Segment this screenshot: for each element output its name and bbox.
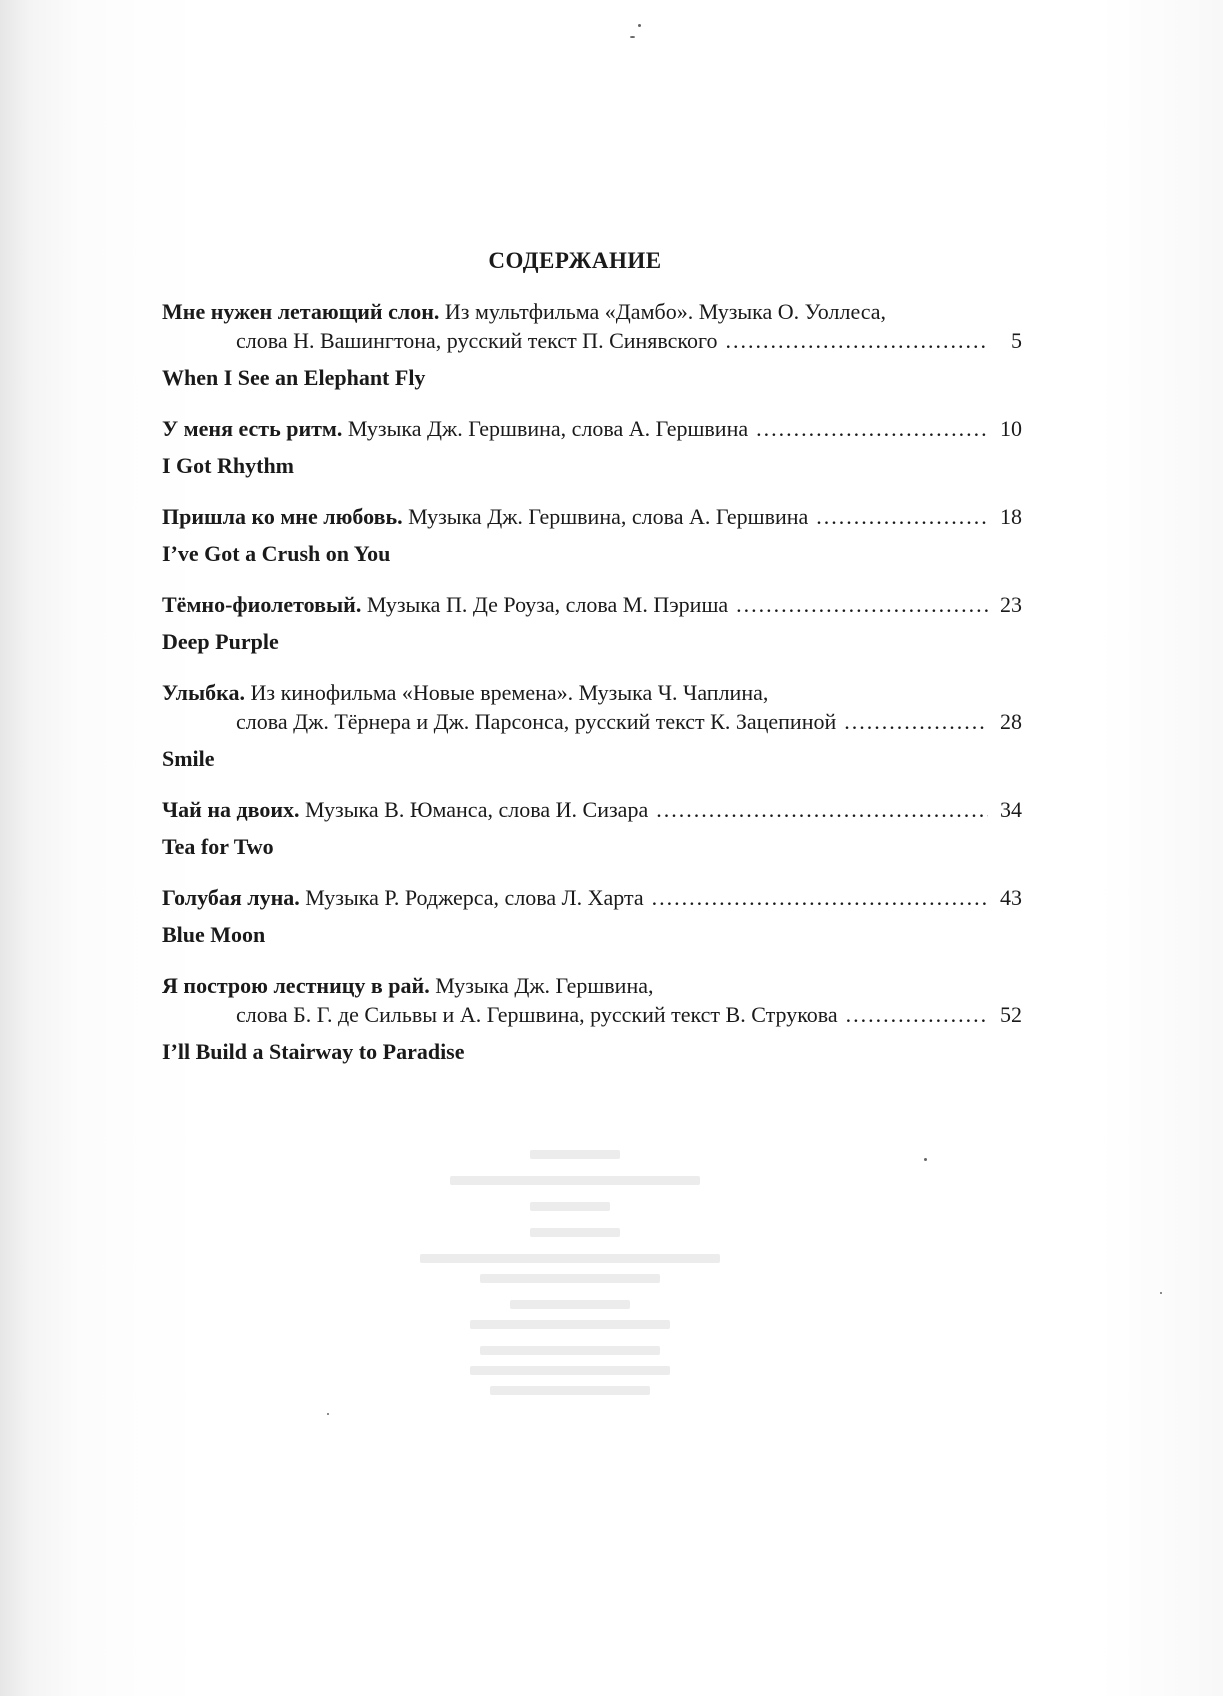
toc-heading: СОДЕРЖАНИЕ — [488, 248, 662, 273]
toc-entry-en-title: Blue Moon — [162, 922, 266, 947]
toc-entry-credits: Музыка Дж. Гершвина, слова А. Гершвина — [347, 416, 749, 441]
toc-entry-line — [162, 326, 1022, 355]
toc-entry-page-number: 23 — [1000, 592, 1022, 617]
show-through-texture — [280, 1150, 880, 1430]
toc-entry-credits: Музыка Р. Роджерса, слова Л. Харта — [305, 885, 644, 910]
toc-entry-page-number: 52 — [1000, 1002, 1022, 1027]
toc-entry-line — [162, 297, 1022, 326]
toc-entry-line — [162, 883, 1022, 912]
toc-entry-credits: Из кинофильма «Новые времена». Музыка Ч. Чаплина, — [250, 680, 769, 705]
toc-entry-ru-title: Пришла ко мне любовь. — [162, 504, 403, 529]
dot-leader — [816, 502, 988, 531]
toc-entry-en-title: Deep Purple — [162, 629, 279, 654]
toc-entry-line — [162, 502, 1022, 531]
toc-entry-ru-title: У меня есть ритм. — [162, 416, 343, 441]
toc-entry-credits-continued: слова Б. Г. де Сильвы и А. Гершвина, русский текст В. Струкова — [236, 1002, 838, 1027]
scan-speck — [924, 1158, 927, 1161]
toc-entry-en-title: Smile — [162, 746, 215, 771]
dot-leader — [652, 883, 988, 912]
toc-entry-credits: Музыка П. Де Роуза, слова М. Пэриша — [366, 592, 729, 617]
toc-entry-en-title: I’ve Got a Crush on You — [162, 541, 391, 566]
toc-entry-credits: Музыка Дж. Гершвина, слова А. Гершвина — [408, 504, 809, 529]
toc-entry — [162, 795, 1022, 861]
toc-entry-line — [162, 414, 1022, 443]
dot-leader — [725, 326, 988, 355]
toc-entry-en-title: When I See an Elephant Fly — [162, 365, 426, 390]
toc-entry-ru-title: Чай на двоих. — [162, 797, 300, 822]
toc-entry — [162, 590, 1022, 656]
toc-entry — [162, 414, 1022, 480]
dot-leader — [756, 414, 988, 443]
toc-entry-en-title: I’ll Build a Stairway to Paradise — [162, 1039, 465, 1064]
toc-entry — [162, 502, 1022, 568]
toc-entry-ru-title: Я построю лестницу в рай. — [162, 973, 430, 998]
toc-entry-ru-title: Улыбка. — [162, 680, 246, 705]
scan-speck — [638, 24, 641, 27]
toc-entry-ru-title: Тёмно-фиолетовый. — [162, 592, 362, 617]
toc-entry-line — [162, 707, 1022, 736]
toc-entry-line — [162, 678, 1022, 707]
toc-entry-page-number: 5 — [1011, 328, 1022, 353]
toc-entry-page-number: 34 — [1000, 797, 1022, 822]
dot-leader — [844, 707, 988, 736]
toc-entry-credits: Музыка Дж. Гершвина, — [435, 973, 654, 998]
toc-entry-line — [162, 1000, 1022, 1029]
scan-speck — [630, 36, 635, 38]
toc-entry-page-number: 43 — [1000, 885, 1022, 910]
table-of-contents — [162, 297, 1022, 1066]
toc-entry-en-title: Tea for Two — [162, 834, 274, 859]
toc-entry-credits-continued: слова Дж. Тёрнера и Дж. Парсонса, русский текст К. Зацепиной — [236, 709, 837, 734]
toc-entry — [162, 883, 1022, 949]
toc-entry-credits-continued: слова Н. Вашингтона, русский текст П. Синявского — [236, 328, 718, 353]
toc-entry-en-title: I Got Rhythm — [162, 453, 295, 478]
dot-leader — [846, 1000, 988, 1029]
toc-entry-line — [162, 971, 1022, 1000]
toc-entry-ru-title: Мне нужен летающий слон. — [162, 299, 440, 324]
toc-entry-page-number: 18 — [1000, 504, 1022, 529]
toc-entry-page-number: 10 — [1000, 416, 1022, 441]
toc-entry-line — [162, 590, 1022, 619]
toc-entry-line — [162, 795, 1022, 824]
toc-entry-page-number: 28 — [1000, 709, 1022, 734]
scan-speck — [327, 1413, 329, 1415]
scan-speck — [1160, 1292, 1162, 1294]
toc-entry-credits: Из мультфильма «Дамбо». Музыка О. Уоллеса, — [444, 299, 887, 324]
toc-entry-credits: Музыка В. Юманса, слова И. Сизара — [305, 797, 649, 822]
dot-leader — [656, 795, 988, 824]
toc-entry-ru-title: Голубая луна. — [162, 885, 300, 910]
toc-entry — [162, 297, 1022, 392]
dot-leader — [736, 590, 988, 619]
toc-entry — [162, 678, 1022, 773]
toc-entry — [162, 971, 1022, 1066]
